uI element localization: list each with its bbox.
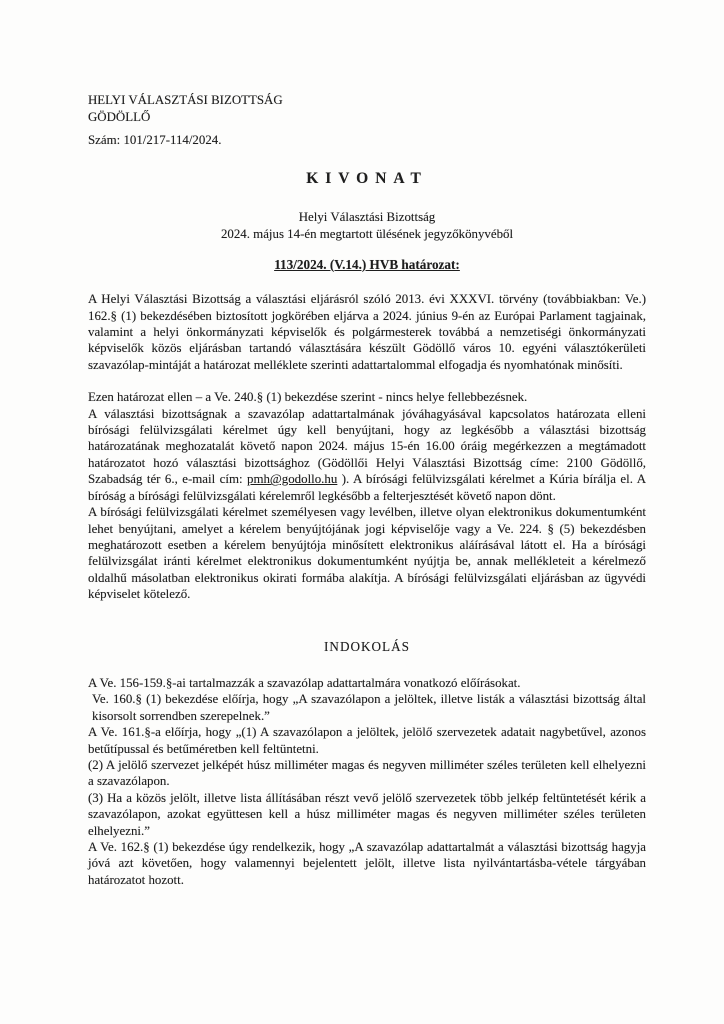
submission-rules-paragraph: A bírósági felülvizsgálati kérelmet személyesen vagy levélben, illetve olyan elektronikus dokumentumként lehet benyújtani, amelyet a kérelem benyújtójának jogi képviselője vagy a Ve. 224. § (5) bekezdésben meghatározott esetben a kérelem benyújtója minősített elektronikus aláírásával látott el. Ha a bírósági felülvizsgálat iránti kérelmet elektronikus dokumentumként nyújtja be, annak mellékleteit a kérelmező oldalhű másolatban elektronikus okirati formába alakítja. A bírósági felülvizsgálati eljárásban az ügyvédi képviselet kötelező. — [88, 505, 646, 602]
org-city: GÖDÖLLŐ — [88, 110, 151, 124]
subtitle-block — [88, 209, 646, 243]
document-number: Szám: 101/217-114/2024. — [88, 133, 222, 147]
review-text-before-email: A választási bizottságnak a szavazólap adattartalmának jóváhagyásával kapcsolatos határozata elleni bírósági felülvizsgálati kérelmet úgy kell benyújtani, hogy az legkésőbb a választási bizottság határozatának meghozatalát követő napon 2024. május 15-én 16.00 óráig megérkezzen a megtámadott határozatot hozó választási bizottsághoz (Gödöllői Helyi Választási Bizottság címe: 2100 Gödöllő, Szabadság tér 6., e-mail cím: — [88, 406, 646, 487]
justification-paragraph-2: Ve. 160.§ (1) bekezdése előírja, hogy „A szavazólapon a jelöltek, illetve listák a választási bizottság által kisorsolt sorrendben szerepelnek.” — [92, 692, 646, 723]
letterhead — [88, 92, 646, 148]
justification-paragraph-3: A Ve. 161.§-a előírja, hogy „(1) A szavazólapon a jelöltek, jelölő szervezetek adatait nagybetűvel, azonos betűtípussal és betűméretben kell feltüntetni. — [88, 725, 646, 756]
review-text-after-email: ). A bírósági felülvizsgálati kérelmet a Kúria bírálja el. A bíróság a bírósági felülvizsgálati kérelemről legkésőbb a felterjesztését követő napon dönt. — [88, 472, 646, 503]
decision-number: 113/2024. (V.14.) HVB határozat: — [274, 256, 460, 272]
subtitle-session-source: 2024. május 14-én megtartott ülésének jegyzőkönyvéből — [220, 226, 514, 241]
decision-body-paragraph: A Helyi Választási Bizottság a választási eljárásról szóló 2013. évi XXXVI. törvény (továbbiakban: Ve.) 162.§ (1) bekezdésében biztosított jogkörében eljárva a 2024. június 9-én az Európai Parlament tagjainak, valamint a helyi önkormányzati képviselők és polgármesterek továbbá a nemzetiségi önkormányzati képviselők közös eljárásban tartandó választására készült Gödöllő város 10. egyéni választókerületi szavazólap-mintáját a határozat melléklete szerinti adattartalommal elfogadja és nyomhatónak minősíti. — [88, 292, 646, 372]
email-address-link: pmh@godollo.hu — [247, 472, 338, 487]
document-title: KIVONAT — [306, 170, 428, 188]
judicial-review-paragraph — [88, 406, 646, 504]
justification-paragraph-6: A Ve. 162.§ (1) bekezdése úgy rendelkezik, hogy „A szavazólap adattartalmát a választási bizottság hagyja jóvá azt követően, hogy valamennyi bejelentett jelölt, illetve lista nyilvántartásba-vétele tárgyában határozatot hozott. — [88, 840, 646, 887]
justification-paragraph-4: (2) A jelölő szervezet jelképét húsz milliméter magas és negyven milliméter széles területen kell elhelyezni a szavazólapon. — [88, 757, 646, 789]
subtitle-committee: Helyi Választási Bizottság — [298, 209, 436, 224]
decision-heading — [88, 257, 646, 273]
justification-paragraph-1: A Ve. 156-159.§-ai tartalmazzák a szavazólap adattartalmára vonatkozó előírásokat. — [88, 675, 521, 690]
org-name: HELYI VÁLASZTÁSI BIZOTTSÁG — [88, 93, 283, 107]
justification-paragraph-5: (3) Ha a közös jelölt, illetve lista állításában részt vevő jelölő szervezetek több jelkép feltüntetését kérik a szavazólapon, azokat együttesen kell a húsz milliméter magas és negyven milliméter széles területen elhelyezni.” — [88, 790, 646, 838]
appeal-exclusion-paragraph: Ezen határozat ellen – a Ve. 240.§ (1) bekezdése szerint - nincs helye fellebbezésnek. — [88, 390, 528, 405]
justification-heading: INDOKOLÁS — [324, 638, 410, 654]
